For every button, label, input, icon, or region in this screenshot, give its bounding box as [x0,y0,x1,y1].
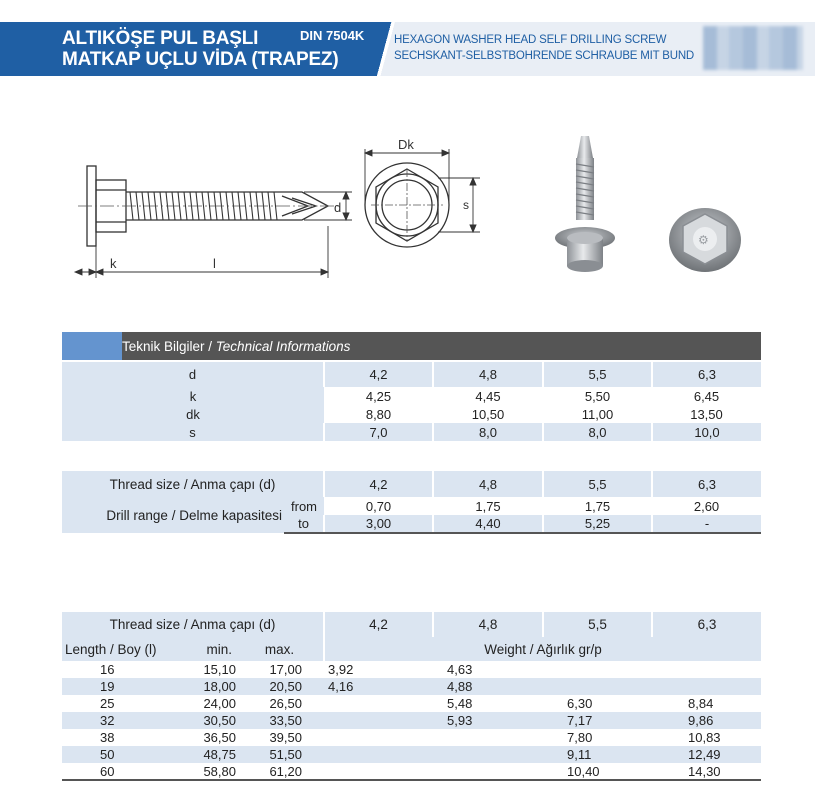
dim-value: 5,5 [543,362,652,387]
weight-cell [543,678,652,695]
weight-cell [324,746,433,763]
table-header-row [62,612,761,637]
min-cell: 48,75 [172,746,236,763]
max-cell: 26,50 [236,695,324,712]
label-s: s [463,198,469,212]
table-row [62,695,761,712]
length-cell: 25 [62,695,172,712]
drill-range-table [62,471,761,534]
weight-cell: 9,86 [652,712,761,729]
weight-cell [543,661,652,678]
max-cell: 20,50 [236,678,324,695]
technical-section-title: Teknik Bilgiler / Technical Informations [122,339,351,354]
weight-cell [433,746,543,763]
din-standard: DIN 7504K [300,28,365,43]
table-row [62,497,761,515]
table-row [62,678,761,695]
dim-value: 6,45 [652,387,761,405]
thread-size-label: Thread size / Anma çapı (d) [62,471,324,497]
label-k: k [110,256,117,271]
product-title-turkish [62,28,338,70]
drill-to-value: 4,40 [433,515,543,533]
product-photo [545,130,745,290]
dim-value: 10,0 [652,423,761,441]
product-title-foreign [394,32,694,64]
min-cell: 58,80 [172,763,236,780]
weight-cell: 5,48 [433,695,543,712]
weight-cell: 14,30 [652,763,761,780]
screw-head-photo [669,208,741,272]
length-cell: 38 [62,729,172,746]
weight-cell: 12,49 [652,746,761,763]
min-cell: 15,10 [172,661,236,678]
label-l: l [213,256,216,271]
max-cell: 51,50 [236,746,324,763]
max-cell: 17,00 [236,661,324,678]
weight-cell [324,763,433,780]
table-row [62,423,761,441]
length-cell: 60 [62,763,172,780]
min-label: min. [172,637,236,661]
weight-label: Weight / Ağırlık gr/p [324,637,761,661]
dim-value: 13,50 [652,405,761,423]
weight-cell: 7,17 [543,712,652,729]
dim-value: 4,2 [324,362,433,387]
product-title-english: HEXAGON WASHER HEAD SELF DRILLING SCREW [394,34,667,46]
length-cell: 32 [62,712,172,729]
min-cell: 30,50 [172,712,236,729]
from-label: from [284,497,324,515]
weight-cell [324,712,433,729]
product-title-german: SECHSKANT-SELBSTBOHRENDE SCHRAUBE MIT BUND [394,50,695,62]
table-row [62,362,761,387]
product-title-line2: MATKAP UÇLU VİDA (TRAPEZ) [62,49,339,70]
dim-label-k: k [62,387,324,405]
weight-cell: 9,11 [543,746,652,763]
dim-value: 8,80 [324,405,433,423]
max-label: max. [236,637,324,661]
to-label: to [284,515,324,533]
dim-value: 6,3 [652,362,761,387]
weight-cell: 10,40 [543,763,652,780]
label-d: d [334,200,342,215]
thread-size-value: 4,8 [433,471,543,497]
blurred-logo [703,26,803,70]
length-cell: 50 [62,746,172,763]
weight-cell: 3,92 [324,661,433,678]
length-cell: 16 [62,661,172,678]
svg-text:⚙: ⚙ [698,233,709,247]
max-cell: 33,50 [236,712,324,729]
dim-value: 8,0 [433,423,543,441]
weight-cell [324,729,433,746]
dim-label-s: s [62,423,324,441]
min-cell: 36,50 [172,729,236,746]
table-row [62,405,761,423]
table-subheader-row [62,637,761,661]
thread-size-value: 4,2 [324,471,433,497]
weight-cell: 7,80 [543,729,652,746]
table-row [62,746,761,763]
min-cell: 24,00 [172,695,236,712]
length-label: Length / Boy (l) [62,637,172,661]
length-cell: 19 [62,678,172,695]
weight-cell: 5,93 [433,712,543,729]
weight-cell [324,695,433,712]
max-cell: 39,50 [236,729,324,746]
dim-label-dk: dk [62,405,324,423]
drill-range-label: Drill range / Delme kapasitesi [62,497,284,533]
drill-to-value: - [652,515,761,533]
drill-from-value: 1,75 [433,497,543,515]
label-dk: Dk [398,137,414,152]
section-title-en: Technical Informations [215,339,351,354]
dim-value: 5,50 [543,387,652,405]
weight-cell: 4,63 [433,661,543,678]
weight-cell: 6,30 [543,695,652,712]
dim-value: 8,0 [543,423,652,441]
weight-cell: 4,16 [324,678,433,695]
section-title-tr: Teknik Bilgiler [122,339,205,354]
max-cell: 61,20 [236,763,324,780]
table-row [62,661,761,678]
screw-side-view-drawing [70,150,360,280]
standing-screw-photo [555,136,615,272]
product-title-line1: ALTIKÖŞE PUL BAŞLI [62,28,259,49]
dim-value: 4,25 [324,387,433,405]
drill-to-value: 5,25 [543,515,652,533]
thread-size-value: 4,2 [324,612,433,637]
weight-cell: 8,84 [652,695,761,712]
thread-size-value: 4,8 [433,612,543,637]
table-row [62,763,761,780]
dim-value: 11,00 [543,405,652,423]
weight-cell [652,661,761,678]
min-cell: 18,00 [172,678,236,695]
dim-value: 7,0 [324,423,433,441]
drill-from-value: 1,75 [543,497,652,515]
dim-value: 10,50 [433,405,543,423]
screw-top-view-drawing [355,135,485,265]
table-row [62,471,761,497]
header-banner [0,22,815,76]
dim-value: 4,45 [433,387,543,405]
weight-table [62,612,761,781]
table-row [62,387,761,405]
dim-value: 4,8 [433,362,543,387]
drill-from-value: 0,70 [324,497,433,515]
thread-size-value: 5,5 [543,612,652,637]
drill-to-value: 3,00 [324,515,433,533]
thread-size-value: 6,3 [652,612,761,637]
table-row [62,712,761,729]
dimension-table [62,362,761,441]
thread-size-value: 6,3 [652,471,761,497]
drill-from-value: 2,60 [652,497,761,515]
dim-label-d: d [62,362,324,387]
table-row [62,729,761,746]
weight-cell [652,678,761,695]
weight-cell: 10,83 [652,729,761,746]
weight-cell [433,763,543,780]
thread-size-label: Thread size / Anma çapı (d) [62,612,324,637]
header-accent [62,332,122,360]
thread-size-value: 5,5 [543,471,652,497]
weight-cell: 4,88 [433,678,543,695]
weight-cell [433,729,543,746]
